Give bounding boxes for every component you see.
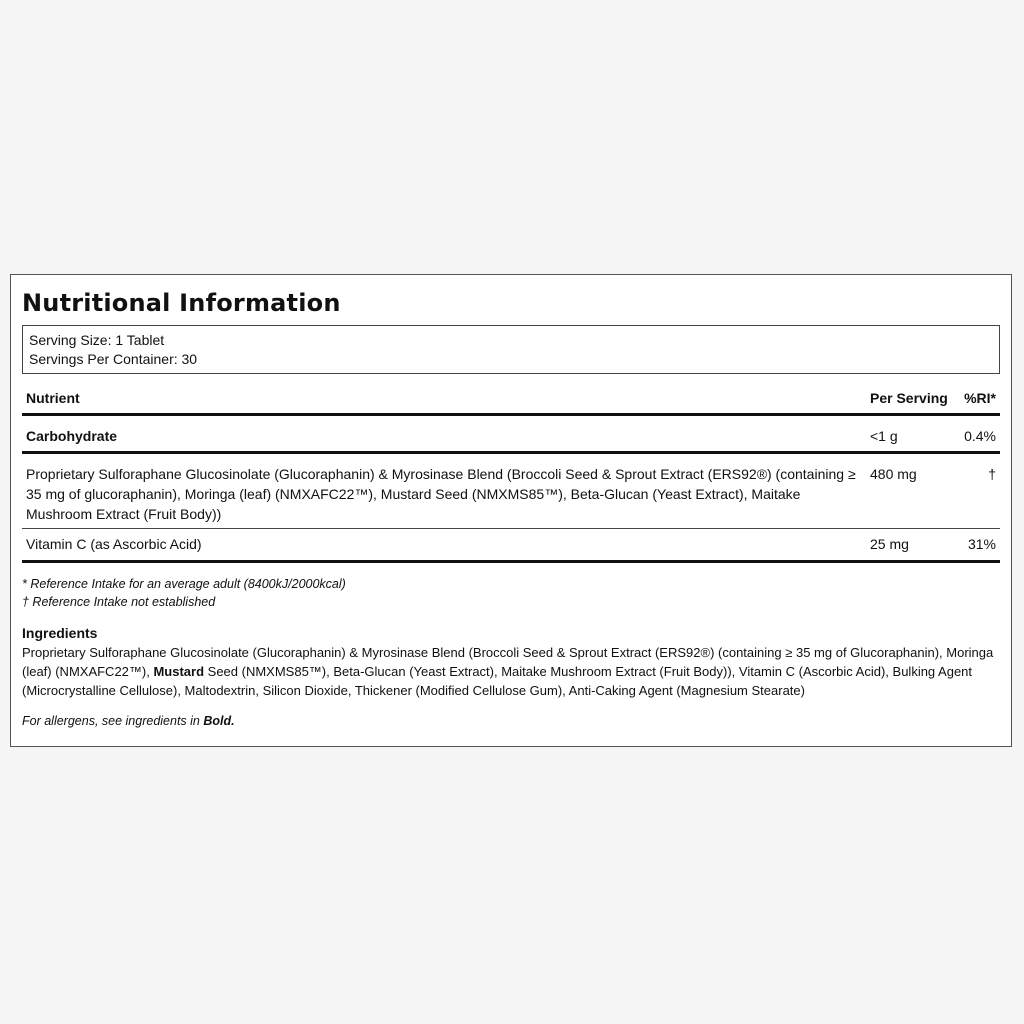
header-per-serving: Per Serving — [866, 384, 954, 415]
nutrient-name: Proprietary Sulforaphane Glucosinolate (Glucoraphanin) & Myrosinase Blend (Broccoli Seed & Sprout Extract (ERS92®) (containing ≥ 35 mg of glucoraphanin), Moringa (leaf) (NMXAFC22™), Mustard Seed (NMXMS85™), Beta-Glucan (Yeast Extract), Maitake Mushroom Extract (Fruit Body)) — [22, 453, 866, 529]
table-row — [22, 453, 1000, 529]
nutrition-panel — [10, 274, 1012, 747]
table-row — [22, 529, 1000, 562]
table-header-row — [22, 384, 1000, 415]
ingredients-part-2: Seed (NMXMS85™), Beta-Glucan (Yeast Extract), Maitake Mushroom Extract (Fruit Body)), Vitamin C (Ascorbic Acid), Bulking Agent (Microcrystalline Cellulose), Maltodextrin, Silicon Dioxide, Thickener (Modified Cellulose Gum), Anti-Caking Agent (Magnesium Stearate) — [22, 664, 973, 698]
header-ri: %RI* — [954, 384, 1000, 415]
header-nutrient: Nutrient — [22, 384, 866, 415]
serving-info-box — [22, 325, 1000, 374]
footnote-ri: * Reference Intake for an average adult (8400kJ/2000kcal) — [22, 577, 346, 591]
nutrient-table — [22, 384, 1000, 563]
servings-per-container: Servings Per Container: 30 — [29, 351, 198, 367]
footnote-dagger: † Reference Intake not established — [22, 595, 216, 609]
nutrient-per-serving: <1 g — [866, 415, 954, 453]
nutrient-per-serving: 25 mg — [866, 529, 954, 562]
ingredients-part-1: Proprietary Sulforaphane Glucosinolate (Glucoraphanin) & Myrosinase Blend (Broccoli Seed & Sprout Extract (ERS92®) (containing ≥ 35 mg of Glucoraphanin), Moringa (leaf) (NMXAFC22™), — [22, 645, 994, 679]
footnotes — [22, 575, 1000, 611]
allergen-note — [22, 712, 1000, 730]
allergen-text: For allergens, see ingredients in — [22, 714, 204, 728]
allergen-bold: Bold. — [203, 714, 235, 728]
page-title: Nutritional Information — [22, 289, 341, 317]
nutrient-ri: 31% — [954, 529, 1000, 562]
nutrient-per-serving: 480 mg — [866, 453, 954, 529]
ingredients-title: Ingredients — [22, 625, 98, 641]
nutrient-ri: † — [954, 453, 1000, 529]
ingredients-text — [22, 643, 1000, 700]
nutrient-name: Carbohydrate — [22, 415, 866, 453]
table-row — [22, 415, 1000, 453]
serving-size: Serving Size: 1 Tablet — [29, 332, 165, 348]
nutrient-name: Vitamin C (as Ascorbic Acid) — [22, 529, 866, 562]
nutrient-ri: 0.4% — [954, 415, 1000, 453]
ingredients-allergen: Mustard — [153, 664, 205, 679]
